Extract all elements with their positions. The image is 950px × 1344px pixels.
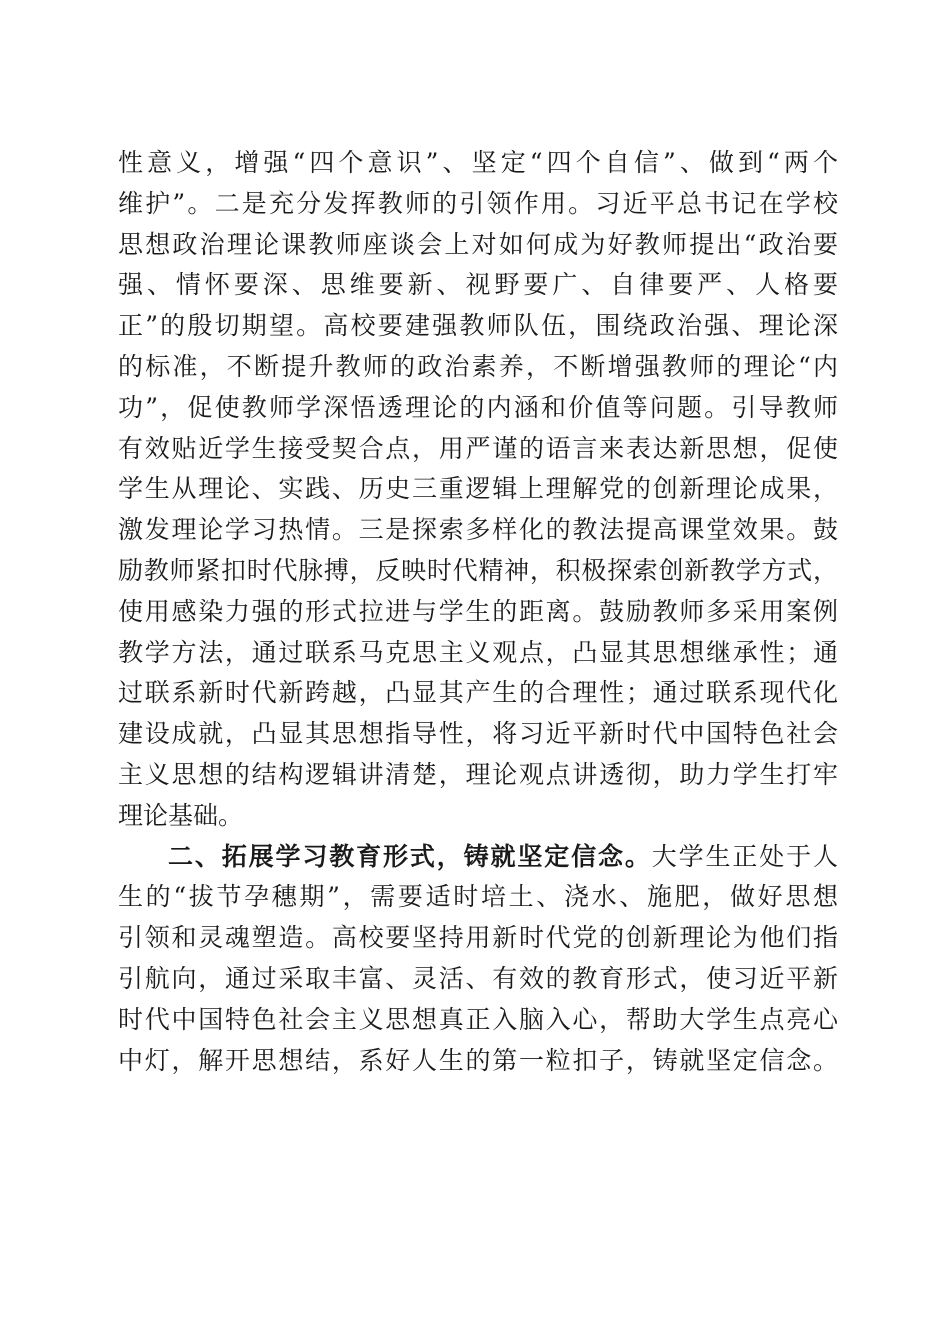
text-line: 功”，促使教师学深悟透理论的内涵和价值等问题。引导教师 — [118, 392, 838, 422]
heading-line-rest: 大学生正处于人 — [651, 841, 838, 871]
section-heading: 二、拓展学习教育形式，铸就坚定信念。 — [168, 841, 652, 871]
text-line: 中灯，解开思想结，系好人生的第一粒扣子，铸就坚定信念。 — [118, 1045, 838, 1075]
text-line: 过联系新时代新跨越，凸显其产生的合理性；通过联系现代化 — [118, 678, 838, 708]
text-line: 激发理论学习热情。三是探索多样化的教法提高课堂效果。鼓 — [118, 515, 838, 545]
text-line: 思想政治理论课教师座谈会上对如何成为好教师提出“政治要 — [118, 229, 838, 259]
text-line: 的标准，不断提升教师的政治素养，不断增强教师的理论“内 — [118, 351, 838, 381]
text-line: 生的“拔节孕穗期”，需要适时培土、浇水、施肥，做好思想 — [118, 882, 838, 912]
text-line: 学生从理论、实践、历史三重逻辑上理解党的创新理论成果， — [118, 474, 838, 504]
text-line: 励教师紧扣时代脉搏，反映时代精神，积极探索创新教学方式， — [118, 555, 838, 585]
paragraph-1 — [118, 143, 838, 837]
text-line: 引航向，通过采取丰富、灵活、有效的教育形式，使习近平新 — [118, 963, 838, 993]
text-line: 教学方法，通过联系马克思主义观点，凸显其思想继承性；通 — [118, 637, 838, 667]
text-line: 使用感染力强的形式拉进与学生的距离。鼓励教师多采用案例 — [118, 596, 838, 626]
text-line: 维护”。二是充分发挥教师的引领作用。习近平总书记在学校 — [118, 188, 838, 218]
text-line: 理论基础。 — [118, 800, 244, 830]
text-line: 引领和灵魂塑造。高校要坚持用新时代党的创新理论为他们指 — [118, 923, 838, 953]
text-line: 正”的殷切期望。高校要建强教师队伍，围绕政治强、理论深 — [118, 311, 838, 341]
text-line: 性意义，增强“四个意识”、坚定“四个自信”、做到“两个 — [118, 148, 838, 177]
document-body — [118, 143, 838, 1081]
paragraph-2 — [118, 837, 838, 1082]
text-line — [118, 837, 838, 878]
text-line: 主义思想的结构逻辑讲清楚，理论观点讲透彻，助力学生打牢 — [118, 759, 838, 789]
text-line: 强、情怀要深、思维要新、视野要广、自律要严、人格要 — [118, 270, 838, 300]
text-line: 建设成就，凸显其思想指导性，将习近平新时代中国特色社会 — [118, 719, 838, 749]
text-line: 时代中国特色社会主义思想真正入脑入心，帮助大学生点亮心 — [118, 1004, 838, 1034]
text-line: 有效贴近学生接受契合点，用严谨的语言来表达新思想，促使 — [118, 433, 838, 463]
